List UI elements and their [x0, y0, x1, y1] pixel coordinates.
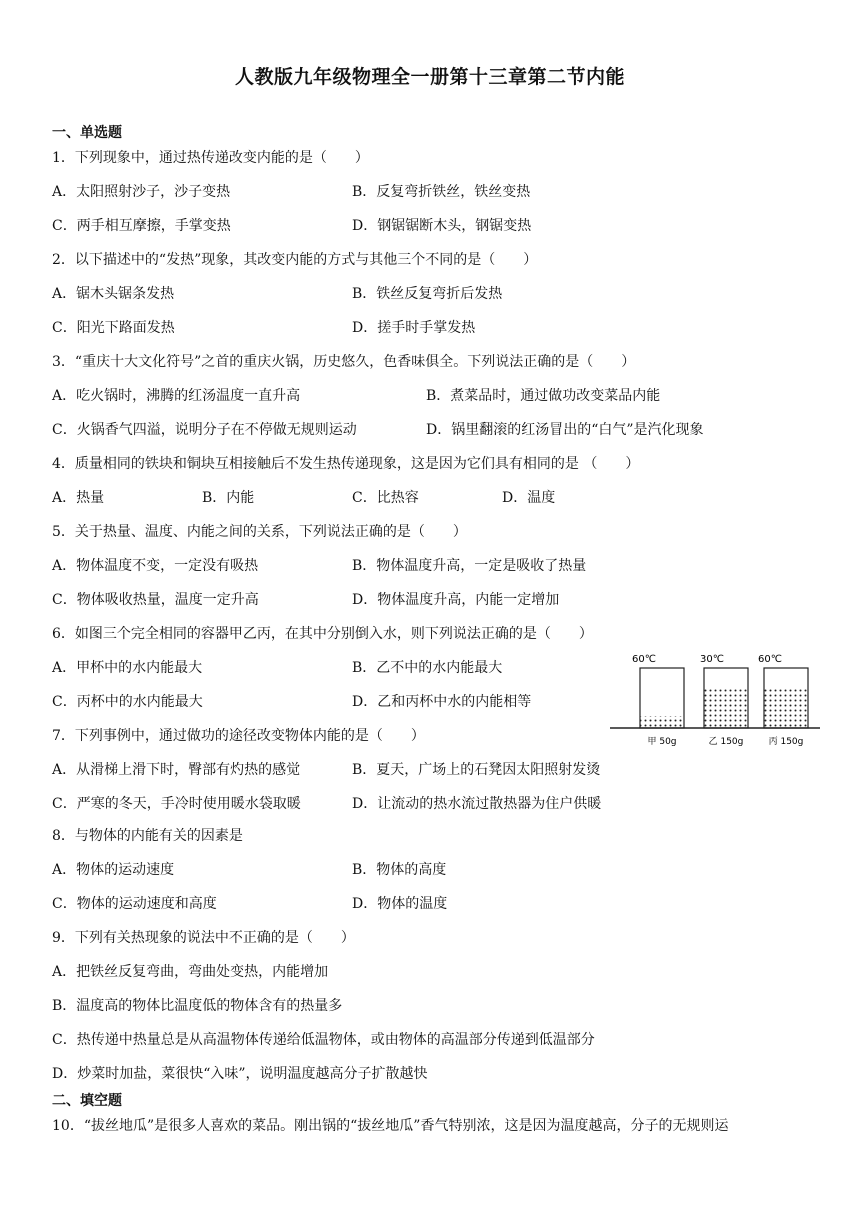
option-a: A．把铁丝反复弯曲，弯曲处变热，内能增加 — [52, 964, 329, 980]
option-b: B．物体的高度 — [352, 862, 447, 878]
question-stem: 10．“拔丝地瓜”是很多人喜欢的菜品。刚出锅的“拔丝地瓜”香气特别浓，这是因为温度越高，分子的无规则运 — [52, 1118, 729, 1134]
beaker-water — [764, 688, 808, 728]
option-b: B．反复弯折铁丝，铁丝变热 — [352, 184, 531, 200]
option-b: B．煮菜品时，通过做功改变菜品内能 — [426, 388, 661, 404]
option-a: A．甲杯中的水内能最大 — [52, 660, 203, 676]
beaker-temperature: 30℃ — [700, 654, 724, 665]
option-c: C．物体的运动速度和高度 — [52, 896, 217, 912]
option-d: D．物体的温度 — [352, 896, 448, 912]
beaker-temperature: 60℃ — [632, 654, 656, 665]
option-c: C．严寒的冬天，手冷时使用暖水袋取暖 — [52, 796, 301, 812]
option-c: C．丙杯中的水内能最大 — [52, 694, 203, 710]
beakers-figure — [608, 648, 822, 752]
question-stem: 9．下列有关热现象的说法中不正确的是（ ） — [52, 930, 355, 946]
question-stem: 4．质量相同的铁块和铜块互相接触后不发生热传递现象，这是因为它们具有相同的是 （ ） — [52, 456, 640, 472]
option-d: D．锅里翻滚的红汤冒出的“白气”是汽化现象 — [426, 422, 704, 438]
beaker-water — [640, 716, 684, 728]
question-stem: 7．下列事例中，通过做功的途径改变物体内能的是（ ） — [52, 728, 425, 744]
question-stem: 5．关于热量、温度、内能之间的关系，下列说法正确的是（ ） — [52, 524, 467, 540]
beaker-bing — [758, 654, 808, 747]
option-a: A．热量 — [52, 490, 105, 506]
beaker-label: 乙 150g — [708, 737, 744, 747]
question-stem: 1．下列现象中，通过热传递改变内能的是（ ） — [52, 150, 369, 166]
beaker-label: 丙 150g — [768, 737, 804, 747]
option-a: A．锯木头锯条发热 — [52, 286, 175, 302]
beaker-label: 甲 50g — [647, 737, 677, 747]
option-b: B．夏天，广场上的石凳因太阳照射发烫 — [352, 762, 601, 778]
page-title: 人教版九年级物理全一册第十三章第二节内能 — [234, 66, 625, 88]
section-heading-single-choice: 一、单选题 — [52, 125, 122, 141]
option-d: D．温度 — [502, 490, 556, 506]
option-a: A．物体温度不变，一定没有吸热 — [52, 558, 259, 574]
option-c: C．热传递中热量总是从高温物体传递给低温物体，或由物体的高温部分传递到低温部分 — [52, 1032, 595, 1048]
question-stem: 2．以下描述中的“发热”现象，其改变内能的方式与其他三个不同的是（ ） — [52, 252, 538, 268]
beaker-yi — [700, 654, 748, 747]
question-stem: 8．与物体的内能有关的因素是 — [52, 828, 243, 844]
option-a: A．太阳照射沙子，沙子变热 — [52, 184, 231, 200]
option-b: B．铁丝反复弯折后发热 — [352, 286, 503, 302]
option-a: A．物体的运动速度 — [52, 862, 175, 878]
option-a: A．从滑梯上滑下时，臀部有灼热的感觉 — [52, 762, 301, 778]
option-d: D．钢锯锯断木头，钢锯变热 — [352, 218, 532, 234]
option-b: B．温度高的物体比温度低的物体含有的热量多 — [52, 998, 343, 1014]
option-b: B．乙不中的水内能最大 — [352, 660, 503, 676]
option-b: B．物体温度升高，一定是吸收了热量 — [352, 558, 587, 574]
option-d: D．乙和丙杯中水的内能相等 — [352, 694, 532, 710]
option-c: C．阳光下路面发热 — [52, 320, 175, 336]
option-d: D．让流动的热水流过散热器为住户供暖 — [352, 796, 602, 812]
option-a: A．吃火锅时，沸腾的红汤温度一直升高 — [52, 388, 301, 404]
option-d: D．炒菜时加盐，菜很快“入味”，说明温度越高分子扩散越快 — [52, 1066, 428, 1082]
option-b: B．内能 — [202, 490, 255, 506]
option-c: C．物体吸收热量，温度一定升高 — [52, 592, 259, 608]
beaker-jia — [632, 654, 684, 747]
beaker-temperature: 60℃ — [758, 654, 782, 665]
beaker-water — [704, 688, 748, 728]
option-c: C．火锅香气四溢，说明分子在不停做无规则运动 — [52, 422, 357, 438]
question-stem: 3．“重庆十大文化符号”之首的重庆火锅，历史悠久，色香味俱全。下列说法正确的是（ ） — [52, 354, 636, 370]
option-d: D．物体温度升高，内能一定增加 — [352, 592, 560, 608]
question-stem: 6．如图三个完全相同的容器甲乙丙，在其中分别倒入水，则下列说法正确的是（ ） — [52, 626, 593, 642]
option-c: C．比热容 — [352, 490, 419, 506]
option-c: C．两手相互摩擦，手掌变热 — [52, 218, 231, 234]
option-d: D．搓手时手掌发热 — [352, 320, 476, 336]
section-heading-fill-in: 二、填空题 — [52, 1093, 122, 1109]
